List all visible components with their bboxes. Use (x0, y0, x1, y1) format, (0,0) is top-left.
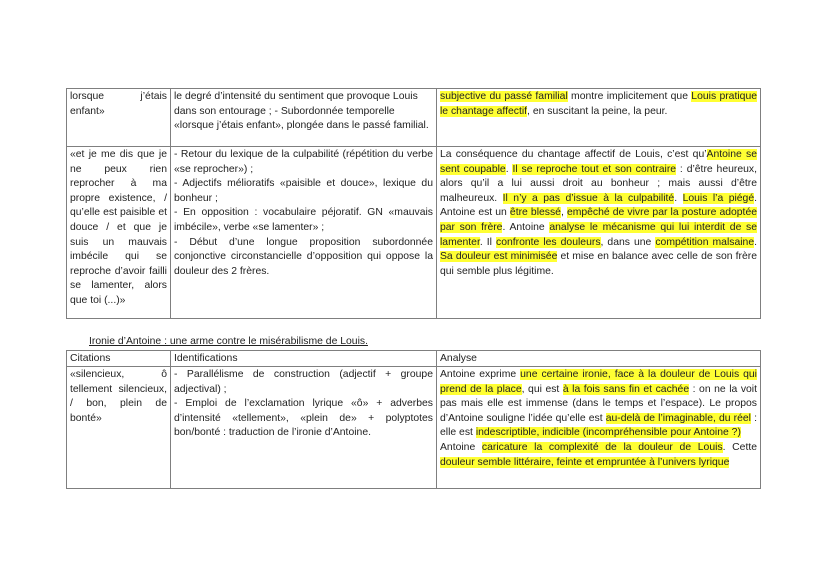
identification-line: - En opposition : vocabulaire péjoratif. GN «mauvais imbécile», verbe «se lamenter» ; (174, 207, 433, 233)
identification-cell: le degré d’intensité du sentiment que provoque Louis dans son entourage ; - Subordonnée temporelle «lorsque j’étais enfant», plongée dans le passé familial. (171, 89, 437, 147)
highlighted-text: subjective du passé familial (440, 91, 568, 102)
highlighted-text: analyse le mécanisme qui lui interdit de se lamenter (440, 221, 758, 248)
column-header-analyse: Analyse (437, 351, 761, 367)
text-segment: . (674, 192, 683, 204)
table-row (67, 147, 761, 319)
highlighted-text: douleur semble littéraire, feinte et empruntée à l’univers lyrique (440, 456, 730, 468)
citation-cell: «silencieux, ô tellement silencieux, / bon, plein de bonté» (67, 367, 171, 489)
highlighted-text: Il se reproche tout et son contraire (512, 163, 677, 175)
analysis-cell (437, 89, 761, 147)
highlighted-text: à la fois sans fin et cachée (562, 383, 690, 395)
highlighted-text: Louis l’a piégé (682, 192, 755, 204)
highlighted-text: au-delà de l’imaginable, du réel (605, 412, 751, 424)
identification-line: - Parallélisme de construction (adjectif + groupe adjectival) ; (174, 369, 433, 395)
text-segment: , (560, 207, 567, 219)
highlighted-text: confronte les douleurs (496, 236, 601, 248)
highlighted-text: Louis pratique le chantage affectif (440, 91, 757, 117)
text-segment: : d’être heureux, alors qu’il a lui aussi droit au bonheur ; mais aussi d’être malheureux. (440, 163, 757, 204)
text-segment: : elle est (440, 412, 757, 439)
highlighted-text: une certaine ironie, face à la douleur de Louis qui prend de la place (440, 369, 757, 395)
analysis-table-2 (66, 350, 761, 489)
section-heading: Ironie d’Antoine : une arme contre le misérabilisme de Louis. (89, 336, 368, 347)
text-segment: Antoine exprime (440, 369, 521, 380)
analysis-paragraph (440, 441, 757, 470)
column-header-citations: Citations (67, 351, 171, 367)
text-segment: et mise en balance avec celle de son frère qui semble plus légitime. (440, 251, 757, 277)
text-segment: montre implicitement que (567, 91, 692, 102)
text-segment: La conséquence du chantage affectif de Louis, c’est qu’ (440, 149, 707, 160)
text-segment: Antoine (440, 441, 482, 453)
text-segment: . Cette (722, 441, 757, 453)
analysis-table-1 (66, 88, 761, 319)
identification-line: - Adjectifs mélioratifs «paisible et douce», lexique du bonheur ; (174, 178, 433, 204)
column-header-identifications: Identifications (171, 351, 437, 367)
analysis-paragraph (440, 368, 757, 441)
text-segment: , en suscitant la peine, la peur. (527, 105, 668, 117)
table-row (67, 367, 761, 489)
table-header-row (67, 351, 761, 367)
text-segment: . Antoine (502, 221, 550, 233)
highlighted-text: Il n’y a pas d’issue à la culpabilité (502, 192, 675, 204)
table-row (67, 89, 761, 147)
highlighted-text: Sa douleur est minimisée (440, 251, 558, 263)
text-segment: : on ne la voit pas mais elle est immense (dans le temps et l’espace). Le propos d’Antoine souligne l’idée qu’elle est (440, 383, 757, 424)
text-segment: . (505, 163, 513, 175)
highlighted-text: empêché de vivre par la posture adoptée par son frère (440, 207, 758, 233)
highlighted-text: être blessé (509, 207, 561, 219)
highlighted-text: indescriptible, indicible (incompréhensible pour Antoine ?) (475, 427, 741, 439)
highlighted-text: Antoine se sent coupable (440, 149, 758, 175)
text-segment: . (754, 236, 757, 248)
highlighted-text: compétition malsaine (655, 236, 755, 248)
identification-cell (171, 367, 437, 489)
citation-cell: «et je me dis que je ne peux rien reprocher à ma propre existence, / qu’elle est paisible et douce / et que je suis un mauvais imbécile qui se reproche d’avoir failli se lamenter, alors que toi (...)» (67, 147, 171, 319)
identification-line: - Retour du lexique de la culpabilité (répétition du verbe «se reprocher») ; (174, 149, 433, 175)
identification-cell (171, 147, 437, 319)
citation-cell: lorsque j’étais enfant» (67, 89, 171, 147)
text-segment: . Il (479, 236, 496, 248)
text-segment: , qui est (521, 383, 563, 395)
identification-line: - Début d’une longue proposition subordonnée conjonctive circonstancielle d’opposition qui oppose la douleur des 2 frères. (174, 236, 433, 277)
text-segment: , dans une (600, 236, 656, 248)
analysis-cell (437, 147, 761, 319)
analysis-cell (437, 367, 761, 489)
highlighted-text: caricature la complexité de la douleur de Louis (481, 441, 723, 453)
identification-line: - Emploi de l’exclamation lyrique «ô» + adverbes d’intensité «tellement», «plein de» + polyptotes bon/bonté : traduction de l’ironie d’Antoine. (174, 398, 433, 439)
text-segment: . Antoine est un (440, 192, 758, 219)
